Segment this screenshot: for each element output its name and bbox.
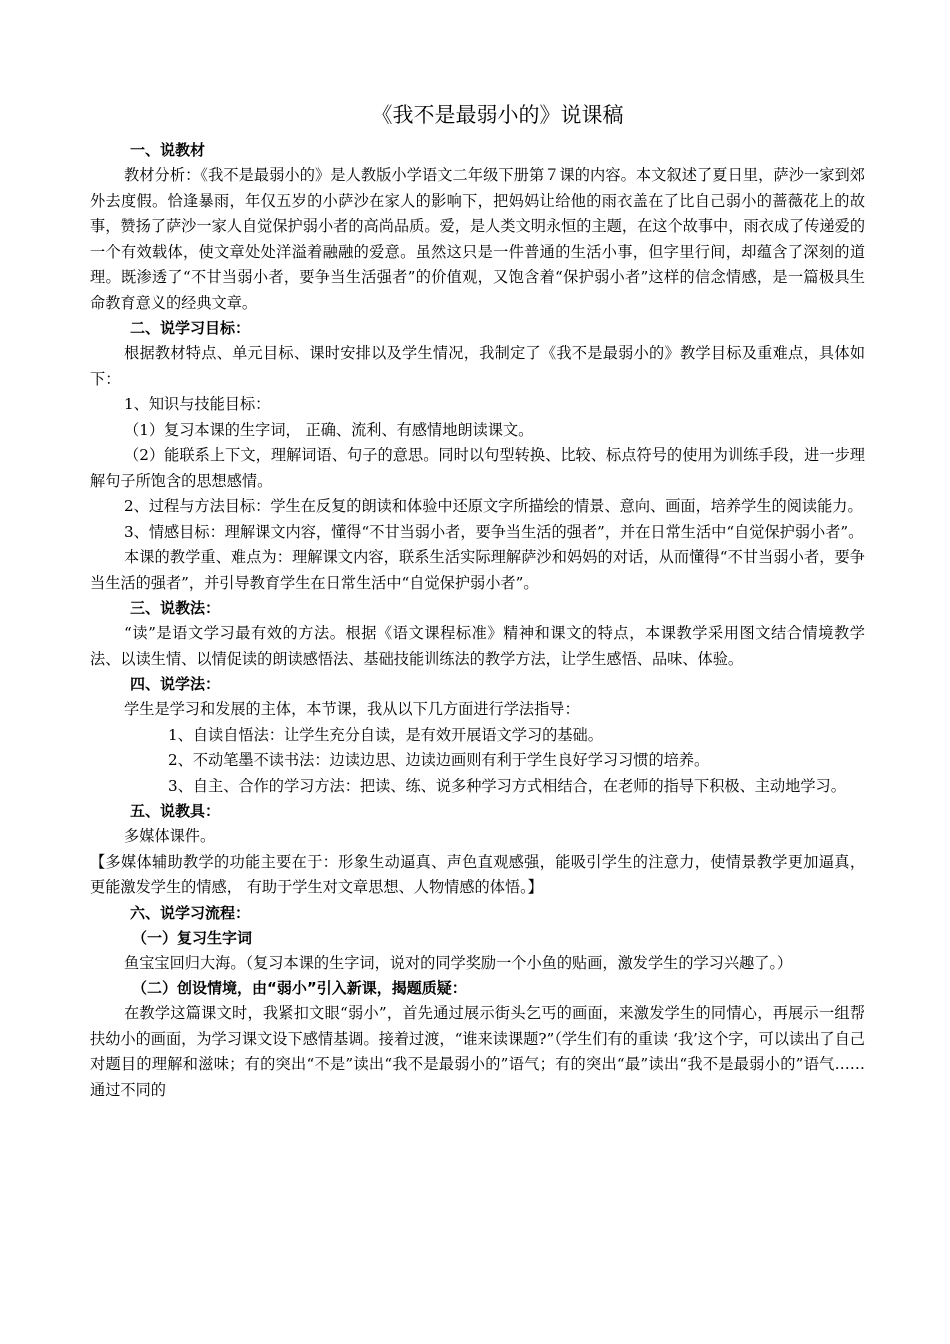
paragraph-create-situation: 在教学这篇课文时，我紧扣文眼“弱小”，首先通过展示街头乞丐的画面，来激发学生的同情心，再展示一组帮扶幼小的画面，为学习课文设下感情基调。接着过渡，“谁来读课题?”（学生们有的重读 ‘我’这个字，可以读出了自己对题目的理解和滋味；有的突出“不是”读出“我不是最弱小的”语气；有的突出“最”读出“我不是最弱小的”语气……通过不同的 (90, 1004, 865, 1099)
section-heading-learning-goals: 二、说学习目标： (130, 319, 251, 337)
subheading-create-situation: （二）创设情境，由“弱小”引入新课，揭题质疑： (132, 979, 467, 997)
paragraph-learning-method-3: 3、自主、合作的学习方法：把读、练、说多种学习方式相结合，在老师的指导下积极、主动地学习。 (168, 776, 846, 795)
paragraph-multimedia-note: 【多媒体辅助教学的功能主要在于：形象生动逼真、声色直观感强，能吸引学生的注意力，使情景教学更加逼真， 更能激发学生的情感， 有助于学生对文章思想、人物情感的体悟。】 (90, 852, 865, 896)
subheading-review-words: （一）复习生字词 (132, 928, 253, 947)
section-heading-teaching-material: 一、说教材 (130, 141, 206, 159)
paragraph-goal-knowledge: 1、知识与技能目标： (124, 395, 271, 413)
paragraph-key-difficulties: 本课的教学重、难点为：理解课文内容，联系生活实际理解萨沙和妈妈的对话，从而懂得“不甘当弱小者，要争当生活的强者”，并引导教育学生在日常生活中“自觉保护弱小者”。 (90, 548, 865, 592)
paragraph-learning-method-intro: 学生是学习和发展的主体，本节课，我从以下几方面进行学法指导： (124, 700, 580, 718)
document-title: 《我不是最弱小的》说课稿 (371, 103, 624, 127)
paragraph-learning-method-1: 1、自读自悟法：让学生充分自读，是有效开展语文学习的基础。 (168, 725, 603, 744)
paragraph-goal-knowledge-2: （2）能联系上下文，理解词语、句子的意思。同时以句型转换、比较、标点符号的使用为训练手段，进一步理解句子所饱含的思想感情。 (90, 446, 865, 490)
paragraph-goal-process: 2、过程与方法目标：学生在反复的朗读和体验中还原文字所描绘的情景、意向、画面，培养学生的阅读能力。 (124, 497, 863, 515)
paragraph-teaching-method: “读”是语文学习最有效的方法。根据《语文课程标准》精神和课文的特点，本课教学采用图文结合情境教学法、以读生情、以情促读的朗读感悟法、基础技能训练法的教学方法，让学生感悟、品味、体验。 (90, 624, 865, 668)
section-heading-teaching-method: 三、说教法： (130, 599, 221, 617)
paragraph-goals-intro: 根据教材特点、单元目标、课时安排以及学生情况，我制定了《我不是最弱小的》教学目标及重难点，具体如下： (90, 344, 865, 388)
section-heading-teaching-aids: 五、说教具： (130, 802, 221, 820)
paragraph-material-analysis: 教材分析：《我不是最弱小的》是人教版小学语文二年级下册第７课的内容。本文叙述了夏日里，萨沙一家到郊外去度假。恰逢暴雨，年仅五岁的小萨沙在家人的影响下，把妈妈让给他的雨衣盖在了比自己弱小的蔷薇花上的故事，赞扬了萨沙一家人自觉保护弱小者的高尚品质。爱，是人类文明永恒的主题，在这个故事中，雨衣成了传递爱的一个有效载体，使文章处处洋溢着融融的爱意。虽然这只是一件普通的生活小事，但字里行间，却蕴含了深刻的道理。既渗透了“不甘当弱小者，要争当生活强者”的价值观，又饱含着“保护弱小者”这样的信念情感，是一篇极具生命教育意义的经典文章。 (90, 166, 865, 312)
paragraph-goal-emotion: 3、情感目标：理解课文内容，懂得“不甘当弱小者，要争当生活的强者”，并在日常生活中“自觉保护弱小者”。 (124, 522, 864, 541)
paragraph-review-words: 鱼宝宝回归大海。（复习本课的生字词，说对的同学奖励一个小鱼的贴画，激发学生的学习兴趣了。） (124, 953, 793, 972)
section-heading-learning-process: 六、说学习流程： (130, 903, 251, 922)
paragraph-learning-method-2: 2、不动笔墨不读书法：边读边思、边读边画则有利于学生良好学习习惯的培养。 (168, 751, 710, 769)
document-page (90, 100, 865, 1103)
paragraph-teaching-aids: 多媒体课件。 (124, 827, 216, 845)
paragraph-goal-knowledge-1: （1）复习本课的生字词， 正确、流利、有感情地朗读课文。 (124, 420, 534, 439)
section-heading-learning-method: 四、说学法： (130, 675, 221, 693)
